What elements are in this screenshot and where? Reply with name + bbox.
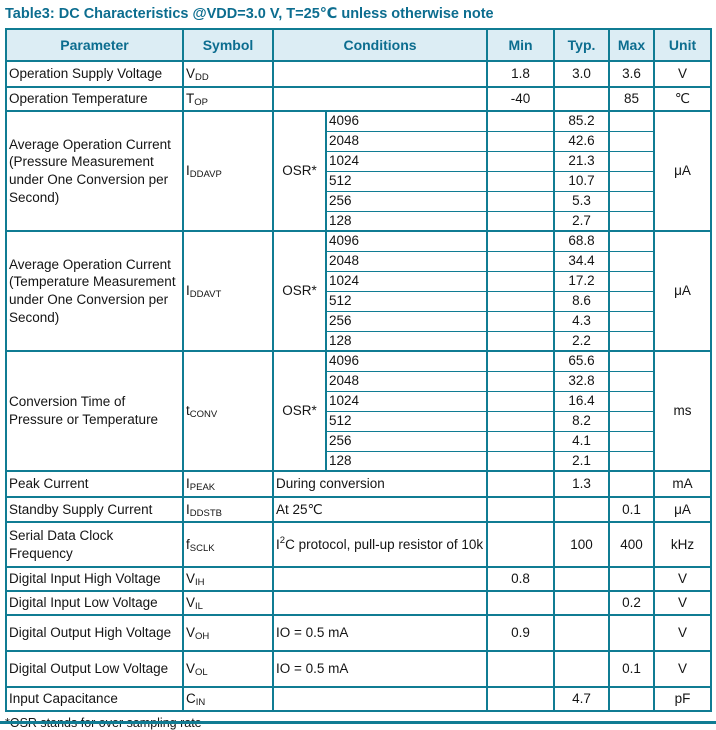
osr-value-cell: 512 <box>326 171 487 191</box>
osr-value-cell: 2048 <box>326 371 487 391</box>
typ-cell: 100 <box>554 522 609 567</box>
osr-condition-cell: OSR* <box>273 111 326 231</box>
min-cell <box>487 151 554 171</box>
typ-cell: 10.7 <box>554 171 609 191</box>
max-cell: 85 <box>609 87 654 111</box>
col-header-min: Min <box>487 29 554 61</box>
parameter-cell: Average Operation Current (Temperature Measurement under One Conversion per Second) <box>6 231 183 351</box>
symbol-cell: fSCLK <box>183 522 273 567</box>
min-cell <box>487 522 554 567</box>
max-cell <box>609 131 654 151</box>
parameter-cell: Operation Supply Voltage <box>6 61 183 87</box>
min-cell <box>487 591 554 615</box>
datasheet-page <box>5 6 712 730</box>
max-cell <box>609 291 654 311</box>
conditions-cell <box>273 567 487 591</box>
conditions-cell <box>273 687 487 711</box>
parameter-cell: Conversion Time of Pressure or Temperature <box>6 351 183 471</box>
min-cell <box>487 111 554 131</box>
min-cell <box>487 311 554 331</box>
conditions-cell: At 25℃ <box>273 497 487 522</box>
table-row <box>6 567 711 591</box>
col-header-conditions: Conditions <box>273 29 487 61</box>
typ-cell: 5.3 <box>554 191 609 211</box>
symbol-subscript: CONV <box>189 409 218 421</box>
symbol-cell: tCONV <box>183 351 273 471</box>
conditions-cell <box>273 87 487 111</box>
min-cell <box>487 351 554 371</box>
dc-characteristics-table <box>5 28 712 712</box>
table-row <box>6 351 711 371</box>
max-cell <box>609 411 654 431</box>
osr-value-cell: 4096 <box>326 111 487 131</box>
conditions-cell: $I^2C$ protocol, pull-up resistor of 10k <box>273 522 487 567</box>
typ-cell <box>554 497 609 522</box>
parameter-cell: Operation Temperature <box>6 87 183 111</box>
typ-cell: 68.8 <box>554 231 609 251</box>
typ-cell <box>554 615 609 651</box>
min-cell <box>487 391 554 411</box>
unit-cell: V <box>654 615 711 651</box>
symbol-cell: IDDAVP <box>183 111 273 231</box>
min-cell <box>487 431 554 451</box>
typ-cell: 2.1 <box>554 451 609 471</box>
unit-cell: V <box>654 567 711 591</box>
symbol-cell: IDDAVT <box>183 231 273 351</box>
osr-value-cell: 128 <box>326 331 487 351</box>
min-cell <box>487 497 554 522</box>
symbol-subscript: SCLK <box>189 542 215 554</box>
symbol-cell: VIL <box>183 591 273 615</box>
table-row <box>6 61 711 87</box>
symbol-subscript: DDSTB <box>189 507 222 519</box>
osr-value-cell: 256 <box>326 311 487 331</box>
parameter-cell: Digital Input High Voltage <box>6 567 183 591</box>
typ-cell: 4.1 <box>554 431 609 451</box>
max-cell <box>609 191 654 211</box>
min-cell <box>487 211 554 231</box>
typ-cell: 17.2 <box>554 271 609 291</box>
unit-cell: μA <box>654 497 711 522</box>
max-cell: 0.1 <box>609 497 654 522</box>
max-cell <box>609 331 654 351</box>
col-header-symbol: Symbol <box>183 29 273 61</box>
table-title: Table3: DC Characteristics @VDD=3.0 V, T=25℃ unless otherwise note <box>5 6 494 22</box>
max-cell <box>609 271 654 291</box>
unit-cell: V <box>654 591 711 615</box>
conditions-cell <box>273 591 487 615</box>
symbol-cell: TOP <box>183 87 273 111</box>
conditions-cell: During conversion <box>273 471 487 497</box>
symbol-subscript: DDAVT <box>189 289 222 301</box>
max-cell: 3.6 <box>609 61 654 87</box>
max-cell <box>609 615 654 651</box>
max-cell <box>609 451 654 471</box>
page-bottom-rule <box>0 721 716 724</box>
col-header-parameter: Parameter <box>6 29 183 61</box>
osr-value-cell: 512 <box>326 291 487 311</box>
parameter-cell: Digital Output High Voltage <box>6 615 183 651</box>
unit-cell: ℃ <box>654 87 711 111</box>
table-row <box>6 231 711 251</box>
min-cell: -40 <box>487 87 554 111</box>
col-header-unit: Unit <box>654 29 711 61</box>
table-header-row <box>6 29 711 61</box>
osr-value-cell: 2048 <box>326 251 487 271</box>
max-cell <box>609 211 654 231</box>
max-cell <box>609 231 654 251</box>
min-cell <box>487 271 554 291</box>
typ-cell: 34.4 <box>554 251 609 271</box>
unit-cell: μA <box>654 231 711 351</box>
max-cell <box>609 311 654 331</box>
min-cell: 1.8 <box>487 61 554 87</box>
symbol-cell: CIN <box>183 687 273 711</box>
typ-cell: 42.6 <box>554 131 609 151</box>
table-row <box>6 87 711 111</box>
symbol-cell: VIH <box>183 567 273 591</box>
parameter-cell: Peak Current <box>6 471 183 497</box>
max-cell <box>609 687 654 711</box>
unit-cell: μA <box>654 111 711 231</box>
osr-value-cell: 2048 <box>326 131 487 151</box>
min-cell <box>487 251 554 271</box>
max-cell <box>609 431 654 451</box>
osr-condition-cell: OSR* <box>273 351 326 471</box>
symbol-subscript: IN <box>195 697 206 709</box>
parameter-cell: Serial Data Clock Frequency <box>6 522 183 567</box>
osr-value-cell: 256 <box>326 431 487 451</box>
min-cell <box>487 371 554 391</box>
col-header-typ: Typ. <box>554 29 609 61</box>
min-cell <box>487 231 554 251</box>
symbol-subscript: PEAK <box>189 482 216 494</box>
typ-cell: 16.4 <box>554 391 609 411</box>
table-row <box>6 522 711 567</box>
table-row <box>6 651 711 687</box>
typ-cell: 4.7 <box>554 687 609 711</box>
max-cell: 0.2 <box>609 591 654 615</box>
symbol-cell: VOH <box>183 615 273 651</box>
table-row <box>6 497 711 522</box>
conditions-cell: IO = 0.5 mA <box>273 651 487 687</box>
parameter-cell: Digital Input Low Voltage <box>6 591 183 615</box>
unit-cell: pF <box>654 687 711 711</box>
unit-cell: mA <box>654 471 711 497</box>
min-cell <box>487 651 554 687</box>
symbol-cell: VDD <box>183 61 273 87</box>
min-cell <box>487 687 554 711</box>
min-cell: 0.8 <box>487 567 554 591</box>
typ-cell: 4.3 <box>554 311 609 331</box>
max-cell <box>609 151 654 171</box>
typ-cell: 21.3 <box>554 151 609 171</box>
parameter-cell: Digital Output Low Voltage <box>6 651 183 687</box>
col-header-max: Max <box>609 29 654 61</box>
typ-cell: 2.2 <box>554 331 609 351</box>
osr-value-cell: 1024 <box>326 271 487 291</box>
parameter-cell: Standby Supply Current <box>6 497 183 522</box>
min-cell <box>487 191 554 211</box>
table-row <box>6 471 711 497</box>
max-cell: 400 <box>609 522 654 567</box>
unit-cell: ms <box>654 351 711 471</box>
max-cell <box>609 111 654 131</box>
osr-value-cell: 1024 <box>326 151 487 171</box>
typ-cell <box>554 567 609 591</box>
symbol-subscript: IL <box>195 601 203 613</box>
max-cell <box>609 251 654 271</box>
table-row <box>6 615 711 651</box>
table-row <box>6 111 711 131</box>
symbol-cell: IDDSTB <box>183 497 273 522</box>
table-row <box>6 591 711 615</box>
osr-value-cell: 128 <box>326 211 487 231</box>
conditions-cell <box>273 61 487 87</box>
typ-cell <box>554 87 609 111</box>
conditions-cell: IO = 0.5 mA <box>273 615 487 651</box>
symbol-subscript: OL <box>195 667 208 679</box>
max-cell <box>609 371 654 391</box>
parameter-cell: Average Operation Current (Pressure Measurement under One Conversion per Second) <box>6 111 183 231</box>
symbol-subscript: DD <box>195 72 209 84</box>
typ-cell: 32.8 <box>554 371 609 391</box>
typ-cell: 8.2 <box>554 411 609 431</box>
osr-value-cell: 256 <box>326 191 487 211</box>
osr-value-cell: 512 <box>326 411 487 431</box>
symbol-subscript: IH <box>195 577 205 589</box>
max-cell <box>609 351 654 371</box>
osr-value-cell: 128 <box>326 451 487 471</box>
unit-cell: V <box>654 61 711 87</box>
typ-cell: 8.6 <box>554 291 609 311</box>
typ-cell <box>554 591 609 615</box>
symbol-cell: VOL <box>183 651 273 687</box>
min-cell <box>487 411 554 431</box>
typ-cell: 85.2 <box>554 111 609 131</box>
min-cell <box>487 451 554 471</box>
max-cell: 0.1 <box>609 651 654 687</box>
osr-value-cell: 1024 <box>326 391 487 411</box>
table-row <box>6 687 711 711</box>
min-cell <box>487 171 554 191</box>
typ-cell: 65.6 <box>554 351 609 371</box>
min-cell: 0.9 <box>487 615 554 651</box>
osr-value-cell: 4096 <box>326 351 487 371</box>
max-cell <box>609 471 654 497</box>
unit-cell: kHz <box>654 522 711 567</box>
typ-cell: 1.3 <box>554 471 609 497</box>
typ-cell: 2.7 <box>554 211 609 231</box>
unit-cell: V <box>654 651 711 687</box>
max-cell <box>609 171 654 191</box>
osr-condition-cell: OSR* <box>273 231 326 351</box>
typ-cell: 3.0 <box>554 61 609 87</box>
osr-value-cell: 4096 <box>326 231 487 251</box>
typ-cell <box>554 651 609 687</box>
symbol-subscript: OP <box>194 97 208 109</box>
max-cell <box>609 391 654 411</box>
max-cell <box>609 567 654 591</box>
symbol-cell: IPEAK <box>183 471 273 497</box>
superscript: 2 <box>279 534 286 546</box>
min-cell <box>487 331 554 351</box>
min-cell <box>487 291 554 311</box>
parameter-cell: Input Capacitance <box>6 687 183 711</box>
symbol-subscript: OH <box>195 631 210 643</box>
min-cell <box>487 131 554 151</box>
symbol-subscript: DDAVP <box>189 169 222 181</box>
min-cell <box>487 471 554 497</box>
